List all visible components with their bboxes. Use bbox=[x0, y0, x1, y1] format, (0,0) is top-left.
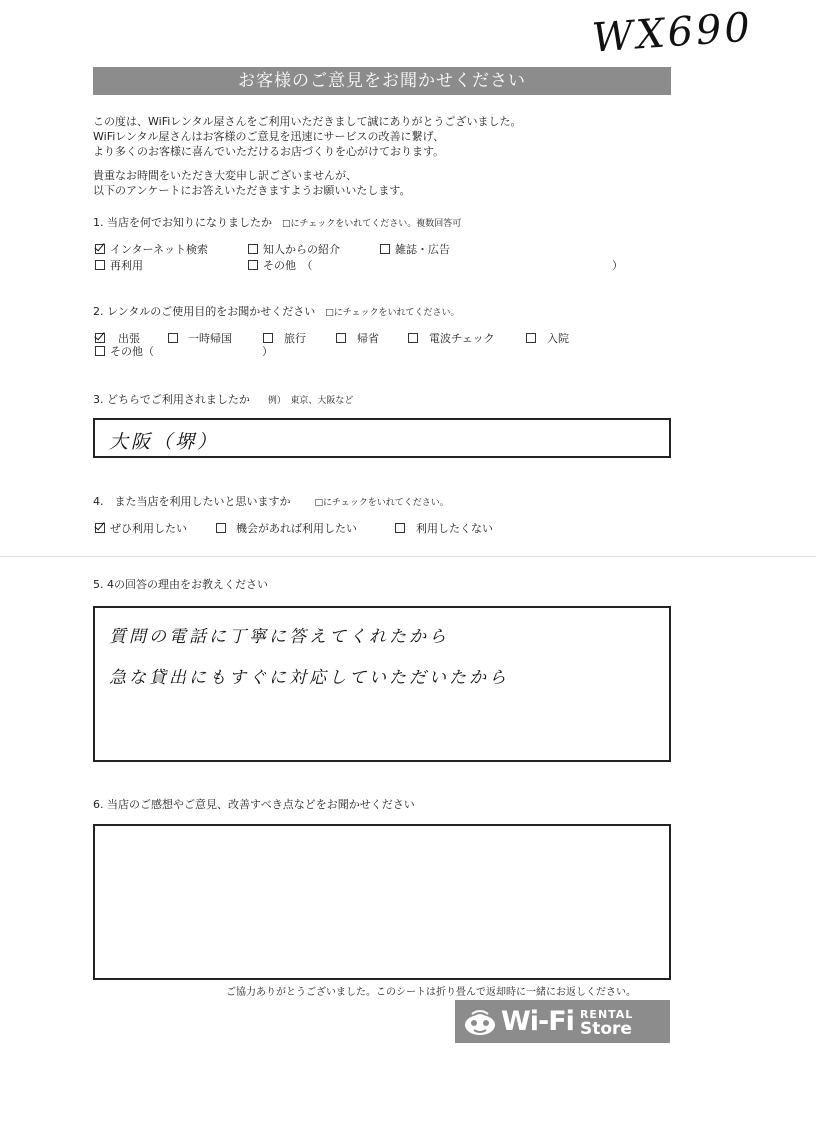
option-label: その他 （ bbox=[263, 259, 313, 272]
option-magazine-ad[interactable] bbox=[380, 241, 450, 257]
question-4-label: 4. また当店を利用したいと思いますか bbox=[93, 495, 291, 508]
option-signal-check[interactable] bbox=[408, 330, 495, 346]
checkbox[interactable] bbox=[336, 333, 346, 343]
option-label: 再利用 bbox=[110, 259, 143, 272]
question-5 bbox=[93, 576, 268, 592]
option-label: 入院 bbox=[547, 332, 569, 345]
intro-line: 以下のアンケートにお答えいただきますようお願いいたします。 bbox=[93, 184, 411, 197]
checkbox[interactable] bbox=[248, 244, 258, 254]
question-1 bbox=[93, 214, 461, 230]
document-id-handwritten: WX690 bbox=[590, 4, 755, 62]
option-label: 帰省 bbox=[357, 332, 379, 345]
mascot-icon bbox=[463, 1008, 497, 1036]
checkbox[interactable] bbox=[95, 260, 105, 270]
logo-rental-text: RENTAL bbox=[579, 1007, 634, 1021]
option-not-use[interactable] bbox=[395, 520, 493, 536]
question-1-label: 1. 当店を何でお知りになりましたか bbox=[93, 216, 272, 229]
question-6-label: 6. 当店のご感想やご意見、改善すべき点などをお聞かせください bbox=[93, 798, 415, 811]
option-homecoming[interactable] bbox=[336, 330, 379, 346]
question-2-label: 2. レンタルのご使用目的をお聞かせください bbox=[93, 305, 316, 318]
question-6 bbox=[93, 796, 415, 812]
checkbox[interactable] bbox=[526, 333, 536, 343]
option-definitely-use[interactable] bbox=[95, 520, 187, 536]
checkbox[interactable] bbox=[380, 244, 390, 254]
answer-box-location[interactable] bbox=[93, 418, 671, 458]
option-label: 雑誌・広告 bbox=[395, 243, 450, 256]
checkbox[interactable] bbox=[263, 333, 273, 343]
option-label: 利用したくない bbox=[416, 522, 493, 535]
checkbox[interactable] bbox=[395, 523, 405, 533]
question-1-note: □にチェックをいれてください。複数回答可 bbox=[282, 219, 462, 229]
handwritten-answer-line: 急な貸出にもすぐに対応していただいたから bbox=[109, 668, 509, 688]
logo-subtext bbox=[579, 1007, 634, 1039]
option-label: 出張 bbox=[118, 332, 140, 345]
footer-thanks: ご協力ありがとうございました。このシートは折り畳んで返却時に一緒にお返しください。 bbox=[226, 987, 636, 998]
checkbox[interactable] bbox=[248, 260, 258, 270]
question-5-label: 5. 4の回答の理由をお教えください bbox=[93, 578, 268, 591]
question-2-note: □にチェックをいれてください。 bbox=[325, 308, 460, 318]
option-other[interactable] bbox=[248, 257, 313, 273]
option-label: 知人からの紹介 bbox=[263, 243, 340, 256]
checkbox[interactable] bbox=[168, 333, 178, 343]
question-4-note: □にチェックをいれてください。 bbox=[314, 498, 449, 508]
option-label: ぜひ利用したい bbox=[110, 522, 187, 535]
option-friend-referral[interactable] bbox=[248, 241, 340, 257]
handwritten-answer-line: 質問の電話に丁寧に答えてくれたから bbox=[109, 627, 449, 647]
checkbox[interactable] bbox=[408, 333, 418, 343]
question-2 bbox=[93, 303, 460, 319]
option-reuse[interactable] bbox=[95, 257, 143, 273]
other-close-paren: ） bbox=[262, 345, 273, 358]
option-label: インターネット検索 bbox=[110, 243, 209, 256]
question-3-label: 3. どちらでご利用されましたか bbox=[93, 393, 250, 406]
checkbox-checked[interactable] bbox=[95, 333, 105, 343]
option-label: 電波チェック bbox=[429, 332, 495, 345]
question-3-example: 例） 東京、大阪など bbox=[267, 396, 354, 406]
survey-title: お客様のご意見をお聞かせください bbox=[93, 67, 671, 95]
handwritten-answer: 大阪（堺） bbox=[109, 431, 220, 453]
option-label: 機会があれば利用したい bbox=[236, 522, 357, 535]
wifi-rental-store-logo bbox=[455, 1000, 670, 1043]
checkbox[interactable] bbox=[95, 346, 105, 356]
option-use-if-chance[interactable] bbox=[216, 520, 357, 536]
intro-line: WiFiレンタル屋さんはお客様のご意見を迅速にサービスの改善に繋げ、 bbox=[93, 130, 445, 143]
checkbox-checked[interactable] bbox=[95, 523, 105, 533]
option-label: その他（ bbox=[110, 345, 154, 358]
other-close-paren: ） bbox=[612, 259, 623, 272]
intro-line: この度は、WiFiレンタル屋さんをご利用いただきまして誠にありがとうございました。 bbox=[93, 115, 522, 128]
option-temporary-return[interactable] bbox=[168, 330, 232, 346]
checkbox[interactable] bbox=[216, 523, 226, 533]
logo-wifi-text: Wi-Fi bbox=[501, 1006, 574, 1037]
option-label: 一時帰国 bbox=[188, 332, 232, 345]
question-4 bbox=[93, 493, 449, 509]
answer-box-reason[interactable] bbox=[93, 606, 671, 762]
question-3 bbox=[93, 391, 353, 407]
answer-box-feedback[interactable] bbox=[93, 824, 671, 980]
intro-line: 貴重なお時間をいただき大変申し訳ございませんが、 bbox=[93, 169, 357, 182]
option-internet-search[interactable] bbox=[95, 241, 208, 257]
option-hospitalization[interactable] bbox=[526, 330, 569, 346]
logo-store-text: Store bbox=[579, 1018, 632, 1039]
intro-line: より多くのお客様に喜んでいただけるお店づくりを心がけております。 bbox=[93, 145, 445, 158]
option-other[interactable] bbox=[95, 343, 154, 359]
page-fold-line bbox=[0, 556, 816, 557]
option-label: 旅行 bbox=[284, 332, 306, 345]
checkbox-checked[interactable] bbox=[95, 244, 105, 254]
